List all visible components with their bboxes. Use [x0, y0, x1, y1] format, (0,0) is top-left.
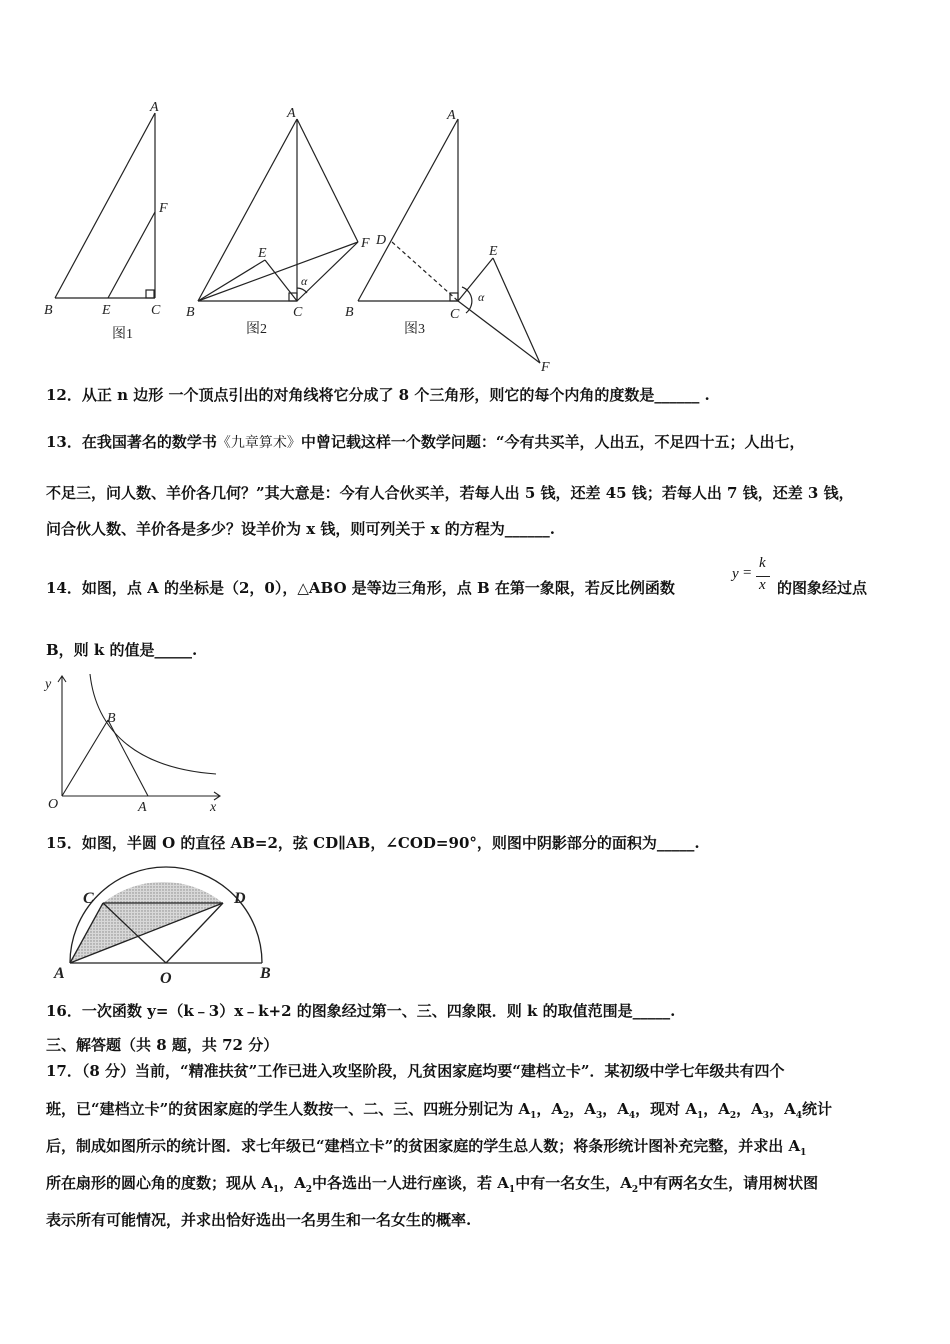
question-12: 12．从正 n 边形 一个顶点引出的对角线将它分成了 8 个三角形，则它的每个内角的度数是______ .	[46, 386, 710, 404]
subscript: 1	[800, 1148, 807, 1158]
figure-2	[198, 119, 358, 301]
q17-l2-part: ，A	[736, 1100, 763, 1118]
formula-y: y	[732, 566, 739, 582]
q17-l2-part: ，A	[703, 1100, 730, 1118]
fig1-label-a: A	[150, 100, 159, 115]
question-14-line-2: B，则 k 的值是_____.	[46, 641, 198, 659]
q17-l4-part: 中有两名女生，请用树状图	[638, 1174, 819, 1192]
q17-l2-part: 统计	[801, 1100, 832, 1118]
subscript: 4	[628, 1111, 636, 1121]
question-15: 15．如图，半圆 O 的直径 AB=2，弦 CD∥AB，∠COD=90°，则图中阴影部分的面积为_____.	[46, 834, 700, 852]
subscript: 3	[762, 1111, 770, 1121]
fig1-label-b: B	[44, 303, 53, 318]
q17-l4-part: 所在扇形的圆心角的度数；现从 A	[46, 1174, 273, 1192]
subscript: 1	[696, 1111, 704, 1121]
fig3-label-f: F	[541, 360, 550, 375]
formula-equals: =	[743, 565, 752, 581]
figure-1	[55, 113, 155, 298]
q15-label-o: O	[160, 970, 172, 985]
formula-numerator: k	[759, 555, 766, 571]
subscript: 2	[305, 1185, 313, 1195]
question-13-part-b: 中曾记载这样一个数学问题：“今有共买羊，人出五，不足四十五；人出七，	[300, 433, 805, 451]
fig2-label-a: A	[287, 106, 296, 121]
fig1-caption: 图1	[112, 327, 133, 342]
fig3-label-d: D	[376, 233, 387, 248]
question-14-line-1a: 14．如图，点 A 的坐标是（2，0），△ABO 是等边三角形，点 B 在第一象限，若反比例函数	[46, 579, 675, 597]
q14-axis-x-label: x	[210, 800, 217, 813]
fig3-label-e: E	[489, 244, 498, 259]
q17-l3-part: 后，制成如图所示的统计图．求七年级已“建档立卡”的贫困家庭的学生总人数；将条形统计图补充完整，并求出 A	[46, 1137, 801, 1155]
fig3-caption: 图3	[404, 322, 425, 337]
subscript: 2	[563, 1111, 570, 1121]
subscript: 1	[508, 1185, 516, 1195]
q17-l2-part: ，现对 A	[635, 1100, 697, 1118]
q17-l2-part: ，A	[569, 1100, 596, 1118]
fig3-label-c: C	[450, 307, 460, 322]
fig3-label-b: B	[345, 305, 354, 320]
q14-coordinate-figure	[38, 668, 228, 813]
fig1-label-f: F	[159, 201, 168, 216]
formula-denominator: x	[759, 577, 766, 593]
question-17-line-2	[46, 1099, 832, 1126]
fig2-label-f: F	[361, 236, 370, 251]
inverse-function-formula	[732, 554, 777, 602]
q14-label-a: A	[138, 800, 147, 813]
q17-l2-part: ，A	[536, 1100, 564, 1118]
question-13-line-2: 不足三，问人数、羊价各几何？”其大意是：今有人合伙买羊，若每人出 5 钱，还差 45 钱；若每人出 7 钱，还差 3 钱，	[46, 484, 854, 502]
question-16: 16．一次函数 y=（k﹣3）x﹣k+2 的图象经过第一、三、四象限．则 k 的取值范围是_____.	[46, 1002, 676, 1020]
fig3-label-alpha: α	[478, 290, 485, 304]
q14-label-b: B	[107, 711, 116, 726]
q17-l2-part: ，A	[602, 1100, 629, 1118]
question-17-line-1: 17．（8 分）当前，“精准扶贫”工作已进入攻坚阶段，凡贫困家庭均要“建档立卡”．某初级中学七年级共有四个	[46, 1062, 785, 1080]
fig2-label-b: B	[186, 305, 195, 320]
question-13-line-1	[46, 432, 805, 453]
q17-l4-part: 中各选出一人进行座谈，若 A	[312, 1174, 509, 1192]
geometry-figures-top	[0, 95, 950, 385]
fig1-label-c: C	[151, 303, 161, 318]
question-13-part-a: 13．在我国著名的数学书	[46, 433, 217, 451]
subscript: 4	[795, 1111, 802, 1121]
q15-semicircle-figure	[45, 865, 275, 985]
section-3-heading: 三、解答题（共 8 题，共 72 分）	[46, 1036, 279, 1054]
question-17-line-4	[46, 1173, 818, 1200]
q15-label-a: A	[54, 965, 65, 982]
q17-l2-part: 班，已“建档立卡”的贫困家庭的学生人数按一、二、三、四班分别记为 A	[46, 1100, 531, 1118]
fig2-label-c: C	[293, 305, 303, 320]
book-title: 《九章算术》	[216, 435, 301, 451]
subscript: 2	[631, 1185, 639, 1195]
subscript: 2	[729, 1111, 737, 1121]
q14-axis-y-label: y	[45, 677, 52, 692]
q15-label-b: B	[260, 965, 271, 982]
q14-label-o: O	[48, 797, 59, 812]
fig2-label-alpha: α	[301, 274, 308, 288]
subscript: 3	[595, 1111, 603, 1121]
q15-label-c: C	[83, 890, 94, 907]
question-13-line-3: 问合伙人数、羊价各是多少？设羊价为 x 钱，则可列关于 x 的方程为______.	[46, 520, 555, 538]
q17-l2-part: ，A	[769, 1100, 796, 1118]
fig2-label-e: E	[258, 246, 267, 261]
fig3-label-a: A	[447, 108, 456, 123]
question-14-line-1b: 的图象经过点	[777, 579, 868, 597]
q15-label-d: D	[234, 890, 246, 907]
q17-l4-part: ，A	[279, 1174, 306, 1192]
fig1-label-e: E	[102, 303, 111, 318]
question-17-line-5: 表示所有可能情况，并求出恰好选出一名男生和一名女生的概率.	[46, 1211, 472, 1229]
subscript: 1	[272, 1185, 280, 1195]
question-17-line-3	[46, 1136, 806, 1163]
q17-l4-part: 中有一名女生，A	[515, 1174, 632, 1192]
subscript: 1	[530, 1111, 537, 1121]
fig2-caption: 图2	[246, 322, 267, 337]
